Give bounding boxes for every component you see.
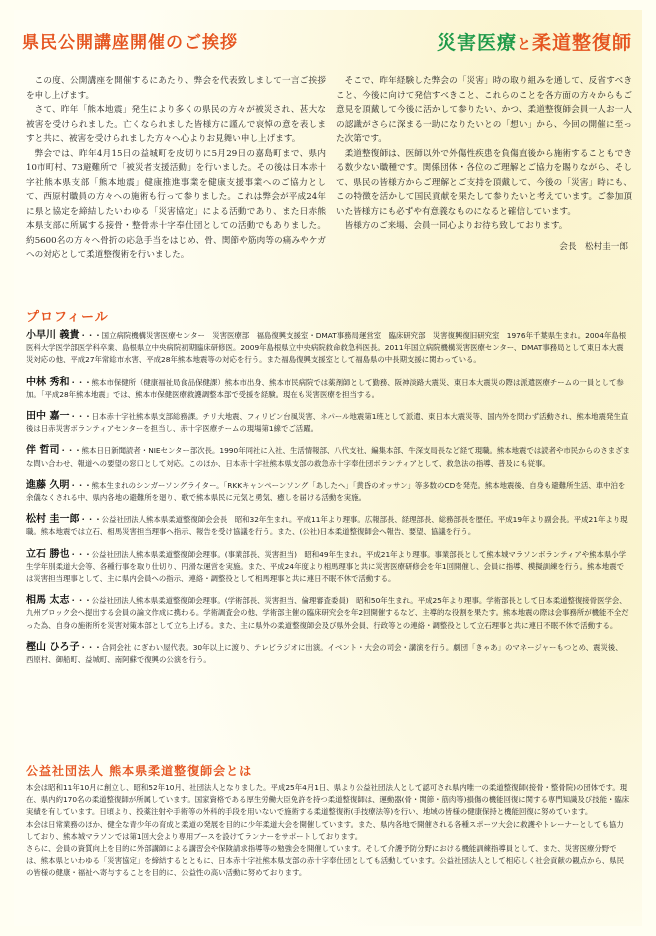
greeting-column-left: [26, 74, 326, 263]
greeting-paragraph: 皆様方のご来場、会員一同心よりお待ち致しております。: [344, 221, 568, 231]
profile-entry: [26, 549, 630, 586]
profile-separator: ・・・: [69, 596, 92, 606]
profile-separator: ・・・: [69, 480, 92, 490]
event-title-conjunction: と: [516, 37, 532, 53]
event-title-judo-therapist: 柔道整復師: [531, 32, 632, 54]
profile-entry: [26, 411, 630, 435]
profile-text: 公益社団法人熊本県柔道整復師会理事。(事業部長、災害担当) 昭和49年生まれ。平成21年より理事。事業部長として熊本城マラソンボランティアや熊本県小学生学年別柔道大会等、各種行事を取り仕切り、円滑な運営を実施。また、平成24年度より相馬理事と共に災害医療研修会を年1回開催し、会員に指導、模擬訓練を行う。熊本地震では災害担当理事として、主に県内会員への指示、連絡・調整役として相馬理事と共に連日不眠不休で活動する。: [26, 549, 627, 584]
profile-list: [26, 330, 630, 676]
profile-name: 小早川 義貴: [26, 330, 80, 341]
signature: 会長 松村圭一郎: [559, 241, 628, 252]
profile-text: 熊本日日新聞読者・NIEセンター部次長。1990年同社に入社、生活情報部、八代支社、編集本部、牛深支局長など経て現職。熊本地震では読者や市民からのさまざまな問い合わせ、報道への要望の窓口として対応。このほか、日本赤十字社熊本県支部の救急赤十字奉仕団ボランティアとして、救急法の指導、普及にも従事。: [26, 446, 630, 468]
profile-name: 松村 圭一郎: [26, 514, 80, 526]
profile-separator: ・・・: [79, 515, 102, 525]
profile-entry: [26, 514, 630, 538]
profile-text: 公益社団法人熊本県柔道整復師会理事。(学術部長、災害担当、倫理審査委員) 昭和50年生まれ。平成25年より理事。学術部長として日本柔道整復接骨医学会、九州ブロック会へ提出する会員の論文作成に携わる。学術調査会の他、学術部主催の臨床研究会を年2回開催するなど、主導的な役割を果たす。熊本地震の際は会事務所が機能不全だった為、自身の施術所を災害対策本部として立ち上げる。また、主に県外の柔道整復師会及び県外会員、行政等との連絡・調整役として立石理事と共に連日不眠不休で活動する。: [26, 596, 629, 630]
greeting-paragraph: この度、公開講座を開催するにあたり、弊会を代表致しまして一言ご挨拶を申し上げます。: [26, 76, 326, 101]
profile-text: 日本赤十字社熊本県支部総務課。チリ大地震、フィリピン台風災害、ネパール地震第1班として派遣、東日本大震災等、国内外を問わず活動され、熊本地震発生直後は日赤災害ボランティアセンターを担当し、赤十字医療チームの現場第1線でご活躍。: [26, 412, 629, 434]
association-paragraph: 本会は昭和11年10月に創立し、昭和52年10月、社団法人となりました。平成25年4月1日、県より公益社団法人として認可され県内唯一の柔道整復師(接骨・整骨院)の団体です。現在、県内約170名の柔道整復師が所属しています。国家資格である厚生労働大臣免許を持つ柔道整復師は、運動器(骨・関節・筋肉等)損傷の機能回復に関する専門知識及び技能・臨床実績を有しています。日頃より、投薬注射や手術等の外科的手段を用いないで施術する柔道整復術(手技療法等)を行い、地域の皆様の健康保持と機能回復に努めています。: [26, 783, 630, 817]
association-description: [26, 782, 630, 880]
profile-name: 中林 秀和: [26, 376, 70, 388]
profile-entry: [26, 377, 630, 401]
profile-text: 熊本生まれのシンガーソングライター。「RKKキャンペーンソング「あしたへ」「黄昏のオッサン」等多数のCDを発売。熊本地震後、自身も避難所生活、車中泊を余儀なくされる中、県内各地の避難所を廻り、歌で熊本県民に元気と勇気、癒しを届ける活動を実施。: [26, 480, 626, 503]
profile-text: 公益社団法人熊本県柔道整復師会会長 昭和32年生まれ。平成11年より理事。広報部長、経理部長、総務部長を歴任。平成19年より副会長。平成21年より現職。熊本地震では立石、相馬災害担当理事へ指示、報告を受け協議を行う。また、(公社)日本柔道整復師会へ報告、要望、協議を行う。: [26, 515, 628, 537]
profile-entry: [26, 445, 630, 469]
profile-entry: [26, 330, 630, 367]
greeting-paragraph: さて、昨年「熊本地震」発生により多くの県民の方々が被災され、甚大な被害を受けられました。亡くなられました皆様方に謹んで哀悼の意を表しますと共に、被害を受けられました方々へ心よりお見舞い申し上げます。: [26, 105, 326, 144]
profile-entry: [26, 642, 630, 666]
profile-separator: ・・・: [69, 377, 92, 387]
greeting-paragraph: 弊会では、昨年4月15日の益城町を皮切りに5月29日の嘉島町まで、県内10市町村、73避難所で「被災者支援活動」を行いました。その後は日本赤十字社熊本県支部「熊本地震」健康推進事業を健康支援事業へのご協力として、西原村職員の方々への施術も行って参りました。これは弊会が平成24年に県と協定を締結したいわゆる「災害協定」による活動であり、また日赤熊本県支部に所属する接骨・整骨赤十字奉仕団としての活動でもありました。約5600名の方々へ骨折の応急手当をはじめ、骨、関節や筋肉等の痛みやケガへの対応として柔道整復術を行いました。: [26, 148, 326, 260]
greeting-column-right: [336, 74, 632, 254]
event-title-disaster-medicine: 災害医療: [436, 32, 517, 54]
profile-entry: [26, 595, 630, 632]
profile-name: 伴 哲司: [26, 445, 60, 457]
flyer-page: [14, 10, 642, 926]
profile-heading: プロフィール: [26, 310, 109, 325]
association-heading: 公益社団法人 熊本県柔道整復師会とは: [26, 764, 253, 778]
association-paragraph: 本会は日常業務のほか、健全な青少年の育成と柔道の発展を目的に少年柔道大会を開催しています。また、県内各地で開催される各種スポーツ大会に救護やトレーナーとしても協力しており、熊本城マラソンでは第1回大会より専用ブースを設けてランナーをサポートしております。: [26, 819, 624, 841]
greeting-paragraph: 柔道整復師は、医師以外で外傷性疾患を負傷直後から施術することもできる数少ない職種です。関係団体・各位のご理解とご協力を賜りながら、そして、県民の皆様方からご理解とご支持を頂戴して、今後の「災害」時にも、この特徴を活かして国民貢献を果たして参りたいと考えています。ご参加頂いた皆様方にも必ずや有意義なものになると確信しています。: [336, 148, 632, 217]
greeting-title: 県民公開講座開催のご挨拶: [22, 33, 238, 53]
profile-separator: ・・・: [79, 331, 102, 340]
profile-name: 田中 嘉一: [26, 411, 70, 423]
profile-separator: ・・・: [69, 549, 92, 559]
profile-text: 合同会社 にぎわい屋代表。30年以上に渡り、テレビラジオに出演。イベント・大会の司会・講演を行う。劇団「きゃあ」のマネージャーもつとめ、震災後、西原村、御船町、益城町、南阿蘇で復興の公演を行う。: [26, 642, 623, 665]
profile-entry: [26, 480, 630, 504]
profile-text: 国立病院機構災害医療センター 災害医療部 福島復興支援室・DMAT事務局運営室 臨床研究部 災害復興復旧研究室 1976年千葉県生まれ。2004年島根医科大学医学部医学科卒業、島根県立中央病院初期臨床研修医。2009年島根県立中央病院救命救急科医長。2011年国立病院機構災害医療センター、DMAT事務局として東日本大震災対応の他、平成27年常総市水害、平成28年熊本地震等の対応を行う。また福島復興支援室として福島県の中長期支援に関わっている。: [26, 331, 627, 365]
event-title: [437, 28, 632, 54]
profile-name: 進藤 久明: [26, 479, 70, 491]
profile-text: 熊本市保健所（健康福祉局食品保健課）熊本市出身、熊本市民病院では薬剤師として勤務、阪神淡路大震災、東日本大震災の際は派遣医療チームの一員として参加。「平成28年熊本地震」では、熊本市保健医療救護調整本部で受援を経験。現在も災害医療を担当する。: [26, 377, 624, 399]
profile-name: 相馬 太志: [26, 595, 70, 607]
profile-separator: ・・・: [69, 412, 92, 422]
profile-name: 樫山 ひろ子: [26, 641, 80, 653]
profile-separator: ・・・: [59, 446, 82, 456]
profile-name: 立石 勝也: [26, 548, 70, 560]
profile-separator: ・・・: [79, 642, 102, 652]
association-paragraph: さらに、会員の資質向上を目的に外部講師による講習会や保険請求指導等の勉強会を開催しています。そして介護予防分野における機能訓練指導員として、また、災害医療分野では、熊本県といわゆる「災害協定」を締結するとともに、日本赤十字社熊本県支部の赤十字奉仕団としても活動しています。公益社団法人として相応しく社会貢献の観点から、県民の皆様の健康・福祉へ寄与することを目的に、公益性の高い活動に努めております。: [26, 844, 625, 878]
greeting-paragraph: そこで、昨年経験した弊会の「災害」時の取り組みを通して、反省すべきこと、今後に向けて発信すべきこと、これらのことを各方面の方々からもご意見を頂戴して今後に活かして参りたい、かつ、柔道整復師会員一人お一人の認識がさらに深まる一助になりたいとの「想い」から、今回の開催に至った次第です。: [336, 76, 632, 144]
